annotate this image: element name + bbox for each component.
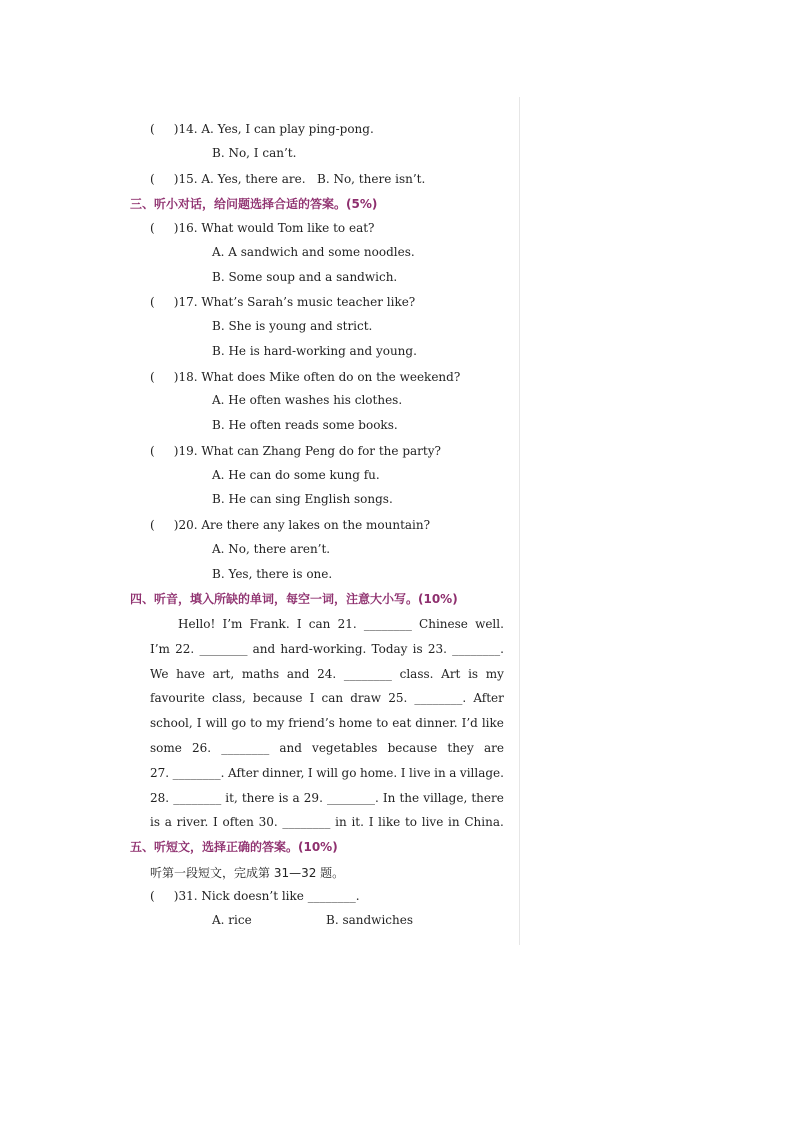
passage-word: a [292,791,300,805]
option-b: B. He can sing English songs. [212,492,393,506]
passage-word: river. [176,815,209,829]
option-b: B. Yes, there is one. [212,567,333,581]
passage-word: a [449,766,457,780]
question-14 [150,121,374,137]
option-a: A. A sandwich and some noodles. [212,245,415,259]
passage-word: China. [464,815,504,829]
passage-word: In [382,791,396,805]
passage-word: 23. [427,642,447,656]
passage-word: After [227,766,259,780]
passage-word: class, [211,691,246,705]
passage-word: school, [150,716,193,730]
passage-word: I [307,766,313,780]
passage-word: can [321,691,344,705]
question-20 [150,517,430,533]
passage-word: village, [423,791,468,805]
passage-word: often [222,815,254,829]
passage-word: my [266,716,285,730]
passage-word: maths [241,667,280,681]
question-19 [150,443,441,459]
passage-line [150,641,504,657]
answer-paren[interactable]: ( ) [150,295,179,309]
passage-word: is [412,642,423,656]
answer-blank[interactable]: ________. [172,766,225,780]
question-text: 31. Nick doesn’t like ________. [178,889,360,903]
passage-word: in [448,815,460,829]
passage-word: will [316,766,338,780]
option-b: B. No, I can’t. [212,146,297,160]
passage-word: like [378,815,401,829]
passage-word: draw [350,691,382,705]
answer-paren[interactable]: ( ) [150,889,179,903]
question-text: 19. What can Zhang Peng do for the party? [178,444,441,458]
passage-word: and [279,741,302,755]
passage-word: dinner. [415,716,458,730]
section-5-heading: 五、听短文，选择正确的答案。(10%) [130,840,338,854]
option-a: A. He can do some kung fu. [212,468,380,482]
passage-word: I [213,815,218,829]
passage-word: in [434,766,446,780]
passage-word: 21. [337,617,357,631]
passage-word: 25. [388,691,408,705]
passage-word: 27. [150,766,170,780]
passage-word: 26. [192,741,212,755]
passage-word: Chinese [419,617,468,631]
passage-word: village. [459,766,504,780]
question-text: 18. What does Mike often do on the weekend? [178,370,461,384]
passage-word: home. [359,766,398,780]
option-a: A. He often washes his clothes. [212,393,403,407]
passage-word: because [387,741,438,755]
passage-word: Art [441,667,461,681]
passage-word: Today [371,642,408,656]
passage-word: live [409,766,431,780]
answer-blank[interactable]: ________ [282,815,331,829]
option-b: B. sandwiches [326,913,413,927]
passage-word: in [335,815,347,829]
passage-word: After [473,691,504,705]
passage-word: I’m [150,642,170,656]
passage-word: and [286,667,310,681]
answer-paren[interactable]: ( ) [150,518,179,532]
answer-blank[interactable]: ________ [199,642,248,656]
passage-word: 24. [317,667,337,681]
option-a: B. She is young and strict. [212,319,373,333]
passage-line [150,814,504,830]
passage-word: can [308,617,331,631]
answer-blank[interactable]: ________. [326,791,379,805]
option-b: B. Some soup and a sandwich. [212,270,398,284]
passage-word: 22. [175,642,195,656]
passage-word: hard-working. [280,642,367,656]
answer-blank[interactable]: ________ [363,617,412,631]
answer-paren[interactable]: ( ) [150,444,179,458]
question-17 [150,294,415,310]
passage-word: class. [399,667,434,681]
answer-paren[interactable]: ( ) [150,221,179,235]
answer-blank[interactable]: ________. [452,642,504,656]
answer-blank[interactable]: ________. [414,691,467,705]
passage-word: I [309,691,315,705]
answer-blank[interactable]: ________ [343,667,392,681]
passage-word: there [241,791,275,805]
passage-word: is [150,815,160,829]
option-b: B. He is hard-working and young. [212,344,417,358]
passage-word: to [376,716,389,730]
passage-line [150,666,504,682]
passage-word: I [368,815,374,829]
passage-word: eat [392,716,412,730]
question-18 [150,369,460,385]
passage-line [150,690,504,706]
column-divider [519,97,520,945]
answer-blank[interactable]: ________ [173,791,222,805]
passage-word: I [296,617,302,631]
answer-paren[interactable]: ( ) [150,172,179,186]
passage-word: they [447,741,474,755]
option-b: B. He often reads some books. [212,418,398,432]
question-16 [150,220,374,236]
passage-word: is [278,791,289,805]
passage-word: have [176,667,205,681]
passage-word: dinner, [262,766,305,780]
passage-word: favourite [150,691,205,705]
section-5-instruction: 听第一段短文，完成第 31—32 题。 [150,866,345,880]
option-a: A. Yes, there are. [201,172,306,186]
passage-line [178,616,504,632]
passage-line [150,740,504,756]
passage-word: is [468,667,479,681]
passage-word: there [471,791,504,805]
question-text: 20. Are there any lakes on the mountain? [178,518,431,532]
passage-line [150,790,504,806]
passage-word: home [338,716,373,730]
passage-word: a [164,815,172,829]
passage-word: like [481,716,504,730]
question-text: 17. What’s Sarah’s music teacher like? [178,295,416,309]
question-number: 14. [178,122,198,136]
passage-word: it. [351,815,364,829]
passage-line [150,715,504,731]
passage-word: go [231,716,247,730]
answer-paren[interactable]: ( ) [150,370,179,384]
section-3-heading: 三、听小对话，给问题选择合适的答案。(5%) [130,197,378,211]
passage-word: art, [212,667,235,681]
passage-word: I’d [461,716,478,730]
passage-word: live [421,815,444,829]
passage-word: well. [475,617,504,631]
passage-word: will [205,716,228,730]
passage-word: Frank. [249,617,290,631]
passage-word: Hello! [178,617,216,631]
passage-word: it, [225,791,238,805]
option-a: A. No, there aren’t. [212,542,331,556]
passage-word: and [252,642,276,656]
passage-word: I [400,766,406,780]
passage-word: go [341,766,357,780]
passage-word: We [150,667,169,681]
passage-word: the [399,791,420,805]
passage-word: are [483,741,504,755]
question-31 [150,888,360,904]
passage-word: some [150,741,182,755]
passage-word: vegetables [312,741,378,755]
passage-word: 30. [258,815,278,829]
question-text: 16. What would Tom like to eat? [178,221,375,235]
option-a: A. Yes, I can play ping-pong. [201,122,374,136]
passage-word: because [252,691,303,705]
passage-word: I [196,716,202,730]
passage-word: to [404,815,418,829]
passage-word: I’m [222,617,243,631]
question-15 [150,171,425,187]
passage-word: to [250,716,263,730]
section-4-heading: 四、听音，填入所缺的单词，每空一词，注意大小写。(10%) [130,592,458,606]
answer-paren[interactable]: ( ) [150,122,179,136]
option-b: B. No, there isn’t. [317,172,426,186]
option-a: A. rice [212,913,252,927]
question-number: 15. [178,172,198,186]
passage-word: my [485,667,504,681]
passage-line [150,765,504,781]
passage-word: 28. [150,791,170,805]
passage-word: 29. [303,791,323,805]
answer-blank[interactable]: ________ [221,741,270,755]
passage-word: friend’s [288,716,335,730]
